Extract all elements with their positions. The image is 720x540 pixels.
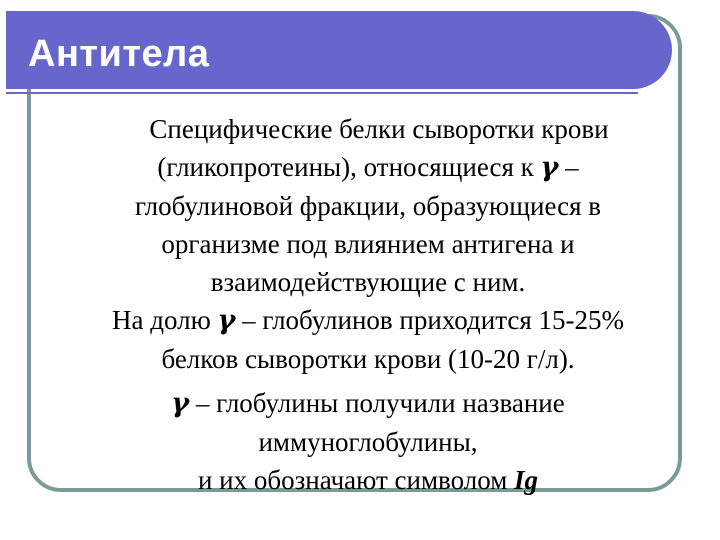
- body-text: –: [558, 152, 579, 182]
- ig-symbol: Ig: [514, 465, 539, 495]
- body-text: – глобулины получили название: [189, 388, 565, 418]
- title-bar: [6, 11, 672, 89]
- body-line: [50, 423, 686, 461]
- body-line: [50, 340, 686, 378]
- body-line: [50, 225, 686, 263]
- gamma-symbol: γ: [540, 152, 559, 183]
- body-line: [50, 461, 686, 499]
- body-text: Специфические белки сыворотки крови: [149, 114, 609, 144]
- body-line: [50, 384, 686, 423]
- body-text: белков сыворотки крови (10-20 г/л).: [161, 344, 575, 374]
- body-line: [50, 148, 686, 187]
- gamma-symbol: γ: [171, 388, 190, 419]
- body-text: взаимодействующие с ним.: [210, 267, 526, 297]
- body-text: и их обозначают символом: [197, 465, 515, 495]
- body-text: иммуноглобулины,: [258, 427, 478, 457]
- body-line: [50, 263, 686, 301]
- slide-title: Антитела: [28, 33, 210, 75]
- body-text: глобулиновой фракции, образующиеся в: [134, 191, 602, 221]
- slide-body: [50, 110, 686, 499]
- body-text: (гликопротеины), относящиеся к: [157, 152, 541, 182]
- body-line: [50, 301, 686, 340]
- title-underline: [6, 92, 638, 94]
- gamma-symbol: γ: [217, 305, 236, 336]
- body-text: – глобулинов приходится 15-25%: [235, 305, 624, 335]
- body-line: [50, 110, 686, 148]
- body-line: [50, 187, 686, 225]
- body-text: организме под влиянием антигена и: [161, 229, 575, 259]
- body-text: На долю: [112, 305, 218, 335]
